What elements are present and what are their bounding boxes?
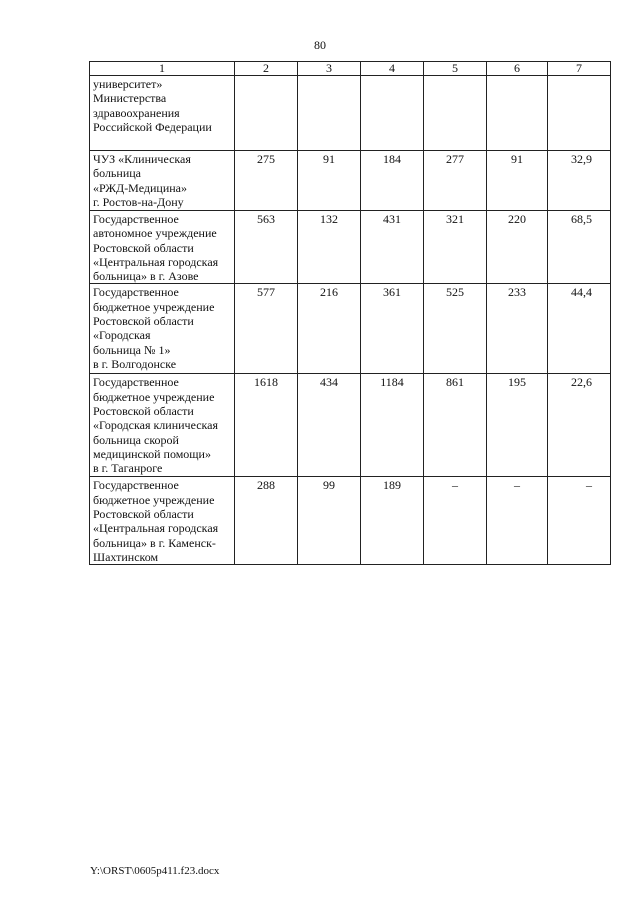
table-row <box>90 151 611 211</box>
table-cell: 577 <box>235 284 298 374</box>
institution-name: Государственное бюджетное учреждение Ростовской области «Городская больница № 1» в г. Волгодонске <box>90 284 235 374</box>
institution-name: Государственное автономное учреждение Ростовской области «Центральная городская больница» в г. Азове <box>90 211 235 284</box>
table-cell: 1618 <box>235 374 298 477</box>
table-cell: 189 <box>361 477 424 565</box>
table-cell: 233 <box>487 284 548 374</box>
table-cell: – <box>424 477 487 565</box>
column-header: 7 <box>548 62 611 76</box>
data-table <box>89 61 611 565</box>
table-cell: 321 <box>424 211 487 284</box>
table-row <box>90 211 611 284</box>
institution-name: университет» Министерства здравоохранения Российской Федерации <box>90 76 235 151</box>
table-cell: 563 <box>235 211 298 284</box>
table-cell: 525 <box>424 284 487 374</box>
table-cell: 1184 <box>361 374 424 477</box>
table-cell: 361 <box>361 284 424 374</box>
table-cell: 99 <box>298 477 361 565</box>
column-header: 2 <box>235 62 298 76</box>
table-cell <box>424 76 487 151</box>
table-cell <box>235 76 298 151</box>
footer-file-path: Y:\ORST\0605p411.f23.docx <box>90 865 220 877</box>
header-row <box>90 62 611 76</box>
table-cell <box>298 76 361 151</box>
institution-name: ЧУЗ «Клиническая больница «РЖД-Медицина» г. Ростов-на-Дону <box>90 151 235 211</box>
table-cell: 277 <box>424 151 487 211</box>
table-cell: 184 <box>361 151 424 211</box>
column-header: 3 <box>298 62 361 76</box>
table-row <box>90 374 611 477</box>
table-cell: 220 <box>487 211 548 284</box>
table-cell <box>548 76 611 151</box>
table-cell: 195 <box>487 374 548 477</box>
column-header: 5 <box>424 62 487 76</box>
institution-name: Государственное бюджетное учреждение Ростовской области «Городская клиническая больница скорой медицинской помощи» в г. Таганроге <box>90 374 235 477</box>
table-row <box>90 284 611 374</box>
table-cell: – <box>487 477 548 565</box>
column-header: 6 <box>487 62 548 76</box>
table-cell: 288 <box>235 477 298 565</box>
table-cell: 216 <box>298 284 361 374</box>
column-header: 1 <box>90 62 235 76</box>
table-cell: 861 <box>424 374 487 477</box>
table-cell: 431 <box>361 211 424 284</box>
column-header: 4 <box>361 62 424 76</box>
table-cell: – <box>548 477 611 565</box>
table-cell <box>361 76 424 151</box>
table-cell: 434 <box>298 374 361 477</box>
page-number: 80 <box>314 38 326 52</box>
table-cell <box>487 76 548 151</box>
institution-name: Государственное бюджетное учреждение Ростовской области «Центральная городская больница» в г. Каменск- Шахтинском <box>90 477 235 565</box>
table-row <box>90 76 611 151</box>
table-cell: 275 <box>235 151 298 211</box>
table-cell: 132 <box>298 211 361 284</box>
table-cell: 68,5 <box>548 211 611 284</box>
table-cell: 91 <box>487 151 548 211</box>
table-cell: 91 <box>298 151 361 211</box>
table-cell: 44,4 <box>548 284 611 374</box>
table-row <box>90 477 611 565</box>
table-cell: 32,9 <box>548 151 611 211</box>
table-cell: 22,6 <box>548 374 611 477</box>
